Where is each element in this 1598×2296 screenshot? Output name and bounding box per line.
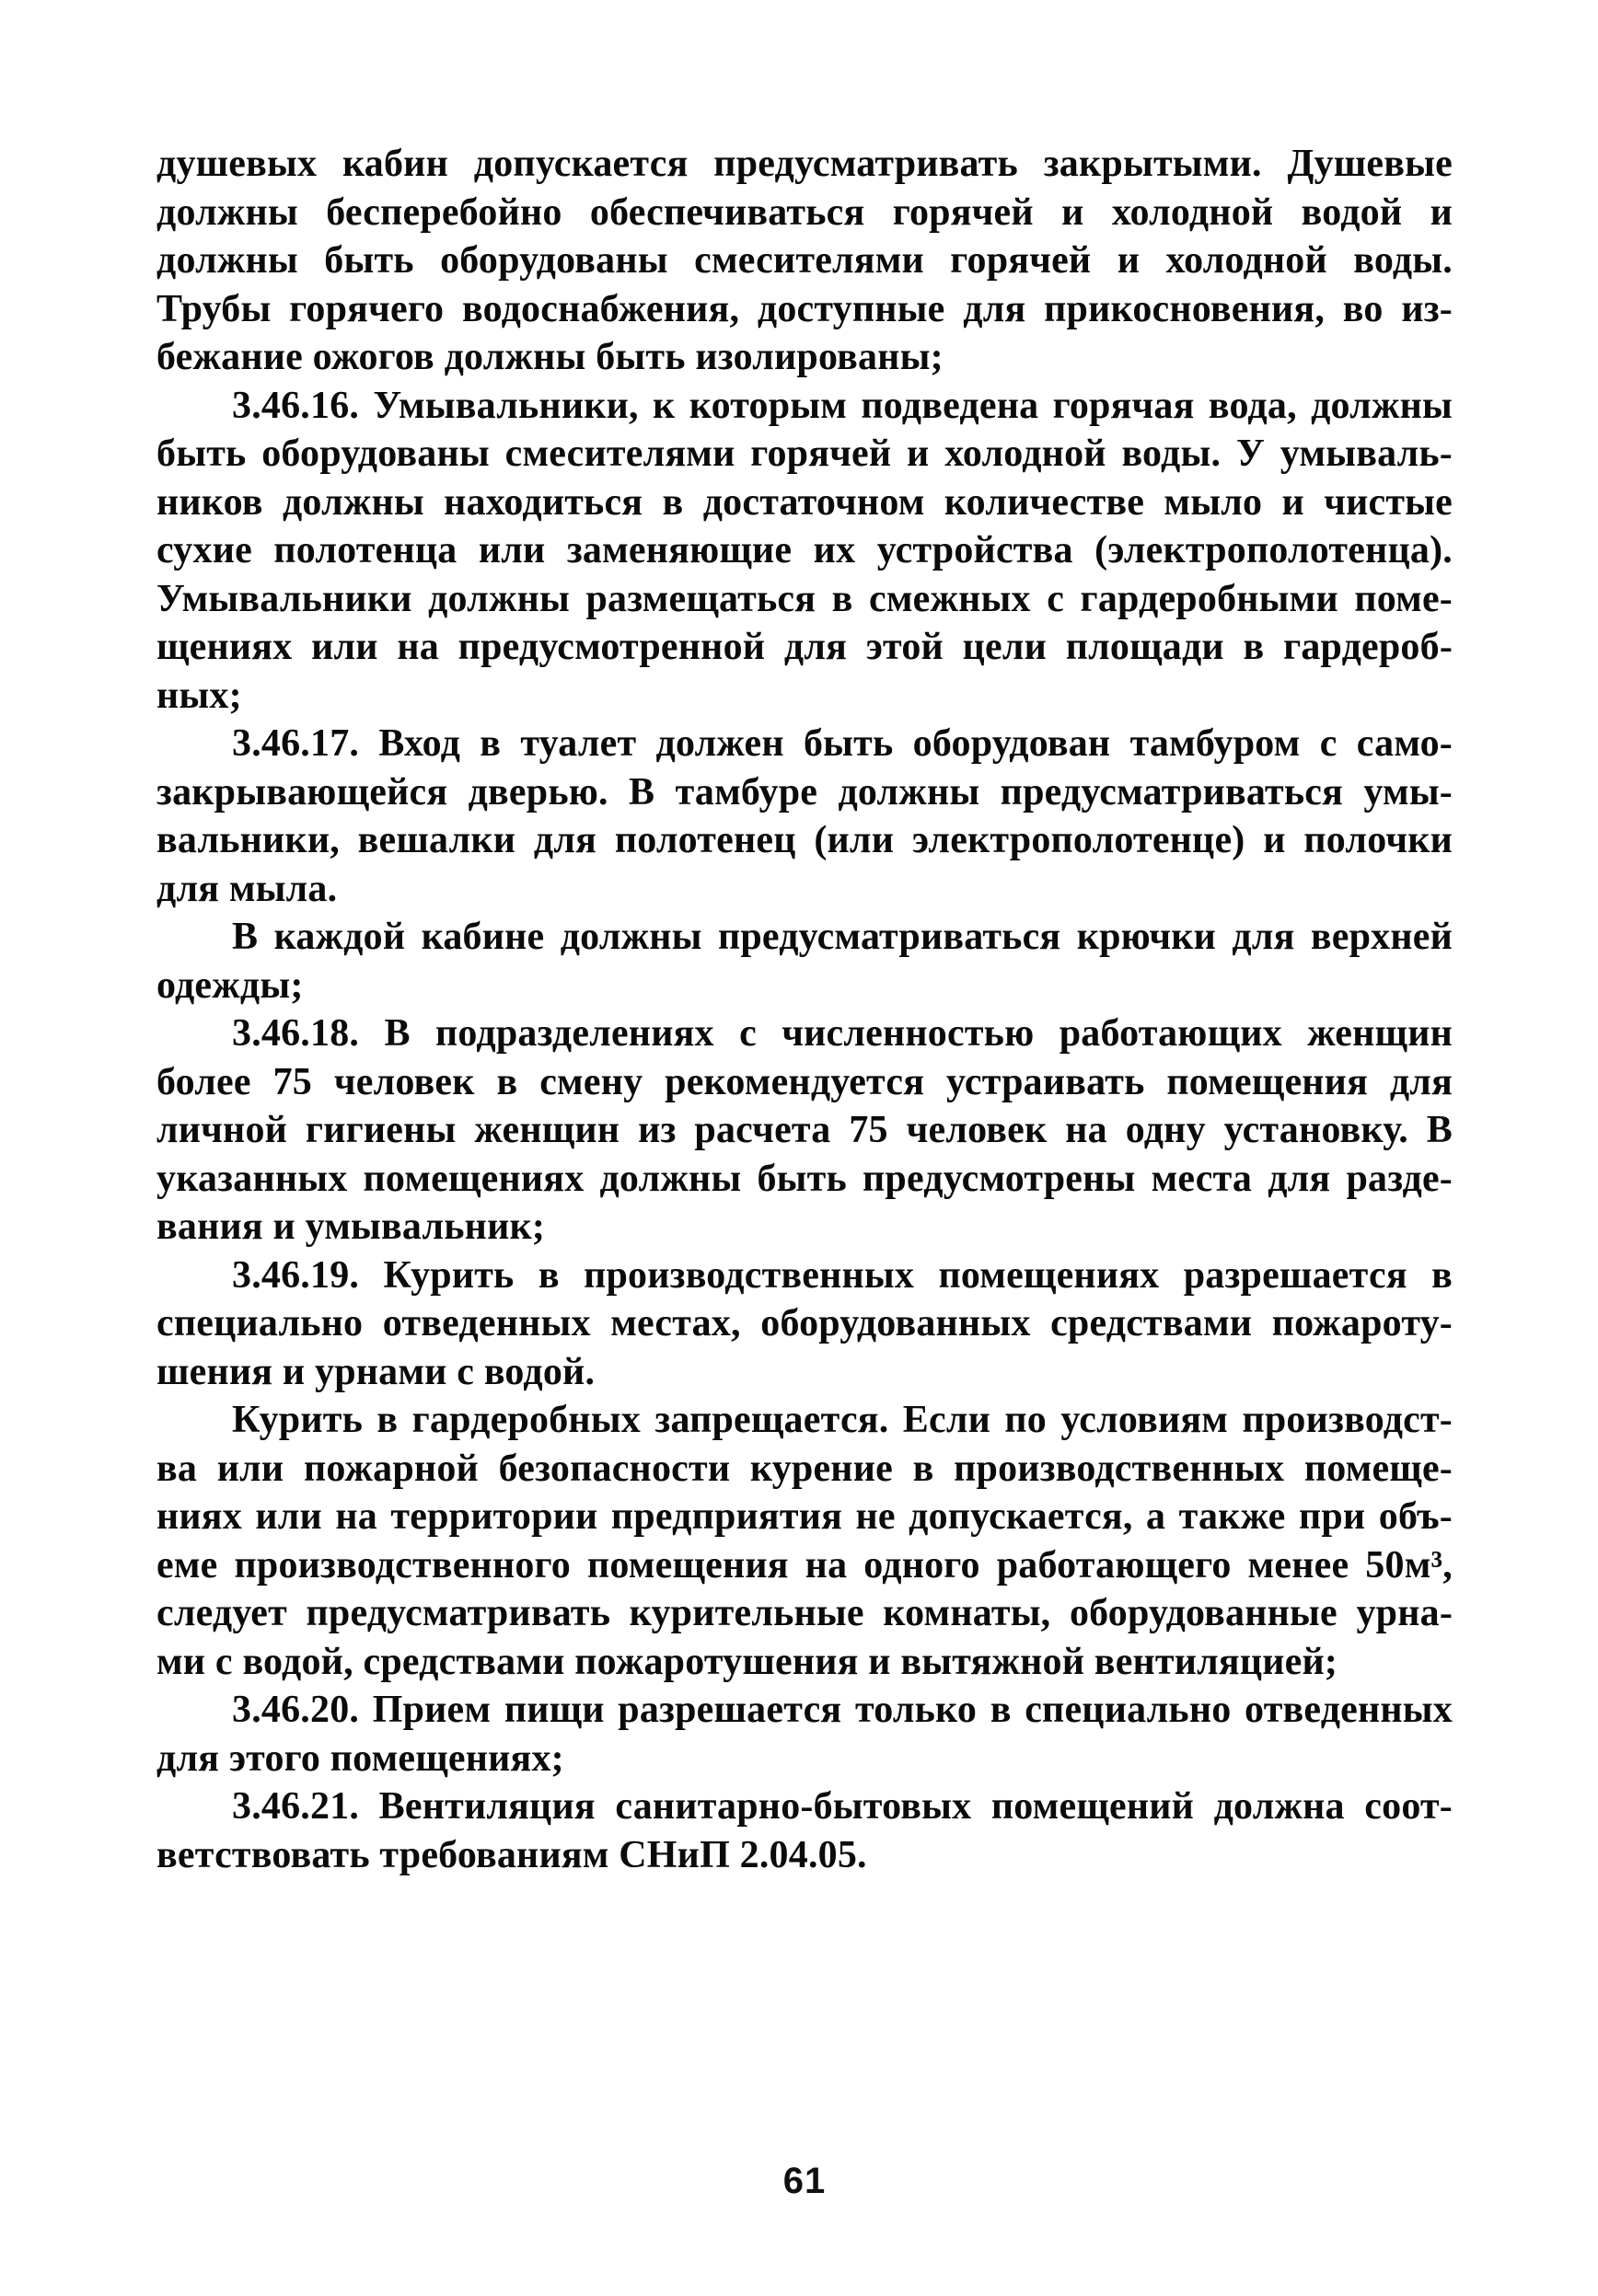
paragraph — [156, 1396, 1453, 1686]
paragraph — [156, 913, 1453, 1010]
text-line: ми с водой, средствами пожаротушения и вытяжной вентиляцией; — [156, 1640, 1338, 1683]
text-line: должны быть оборудованы смесителями горячей и холодной воды. — [156, 239, 1453, 282]
text-line: одежды; — [156, 963, 304, 1007]
text-line: сухие полотенца или заменяющие их устройства (электрополотенца). — [156, 529, 1453, 571]
text-line: еме производственного помещения на одного работающего менее 50м³, — [156, 1543, 1453, 1586]
text-line: душевых кабин допускается предусматривать закрытыми. Душевые — [156, 143, 1453, 185]
paragraph — [156, 1252, 1453, 1397]
paragraph — [156, 720, 1453, 913]
text-line: должны бесперебойно обеспечиваться горячей и холодной водой и — [156, 190, 1453, 234]
text-line: быть оборудованы смесителями горячей и холодной воды. У умываль- — [156, 433, 1453, 475]
body-text — [156, 140, 1453, 1879]
text-line: ветствовать требованиям СНиП 2.04.05. — [156, 1833, 867, 1876]
text-line: шения и урнами с водой. — [156, 1350, 596, 1393]
text-line: следует предусматривать курительные комнаты, оборудованные урна- — [156, 1592, 1453, 1634]
text-line: 3.46.16. Умывальники, к которым подведена горячая вода, должны — [232, 384, 1453, 427]
paragraph — [156, 1010, 1453, 1252]
text-line: 3.46.20. Прием пищи разрешается только в специально отведенных — [232, 1689, 1453, 1731]
text-line: щениях или на предусмотренной для этой цели площади в гардероб- — [156, 626, 1453, 668]
paragraph — [156, 1686, 1453, 1783]
text-line: личной гигиены женщин из расчета 75 человек на одну установку. В — [156, 1109, 1453, 1151]
text-line: для этого помещениях; — [156, 1736, 564, 1780]
text-line: ников должны находиться в достаточном количестве мыло и чистые — [156, 480, 1453, 524]
text-line: указанных помещениях должны быть предусмотрены места для разде- — [156, 1157, 1453, 1200]
paragraph — [156, 382, 1453, 721]
text-line: В каждой кабине должны предусматриваться крючки для верхней — [232, 916, 1453, 958]
page-number: 61 — [782, 2161, 827, 2201]
text-line: Умывальники должны размещаться в смежных с гардеробными поме- — [156, 577, 1453, 620]
text-line: Трубы горячего водоснабжения, доступные для прикосновения, во из- — [156, 287, 1453, 330]
text-line: более 75 человек в смену рекомендуется устраивать помещения для — [156, 1060, 1453, 1103]
text-line: ных; — [156, 674, 242, 717]
text-line: вания и умывальник; — [156, 1206, 546, 1248]
text-line: Курить в гардеробных запрещается. Если по условиям производст- — [232, 1399, 1453, 1441]
text-line: закрывающейся дверью. В тамбуре должны предусматриваться умы- — [156, 770, 1453, 813]
paragraph — [156, 140, 1453, 382]
text-line: бежание ожогов должны быть изолированы; — [156, 336, 944, 378]
text-line: вальники, вешалки для полотенец (или электрополотенце) и полочки — [156, 819, 1453, 861]
text-line: 3.46.19. Курить в производственных помещениях разрешается в — [232, 1253, 1453, 1297]
text-line: ва или пожарной безопасности курение в производственных помеще- — [156, 1447, 1453, 1490]
text-line: 3.46.21. Вентиляция санитарно-бытовых помещений должна соот- — [232, 1785, 1453, 1828]
paragraph — [156, 1783, 1453, 1879]
text-line: ниях или на территории предприятия не допускается, а также при объ- — [156, 1495, 1453, 1538]
text-line: для мыла. — [156, 867, 338, 910]
text-line: специально отведенных местах, оборудованных средствами пожароту- — [156, 1302, 1453, 1344]
text-line: 3.46.17. Вход в туалет должен быть оборудован тамбуром с само- — [232, 722, 1453, 765]
text-line: 3.46.18. В подразделениях с численностью работающих женщин — [232, 1012, 1453, 1055]
